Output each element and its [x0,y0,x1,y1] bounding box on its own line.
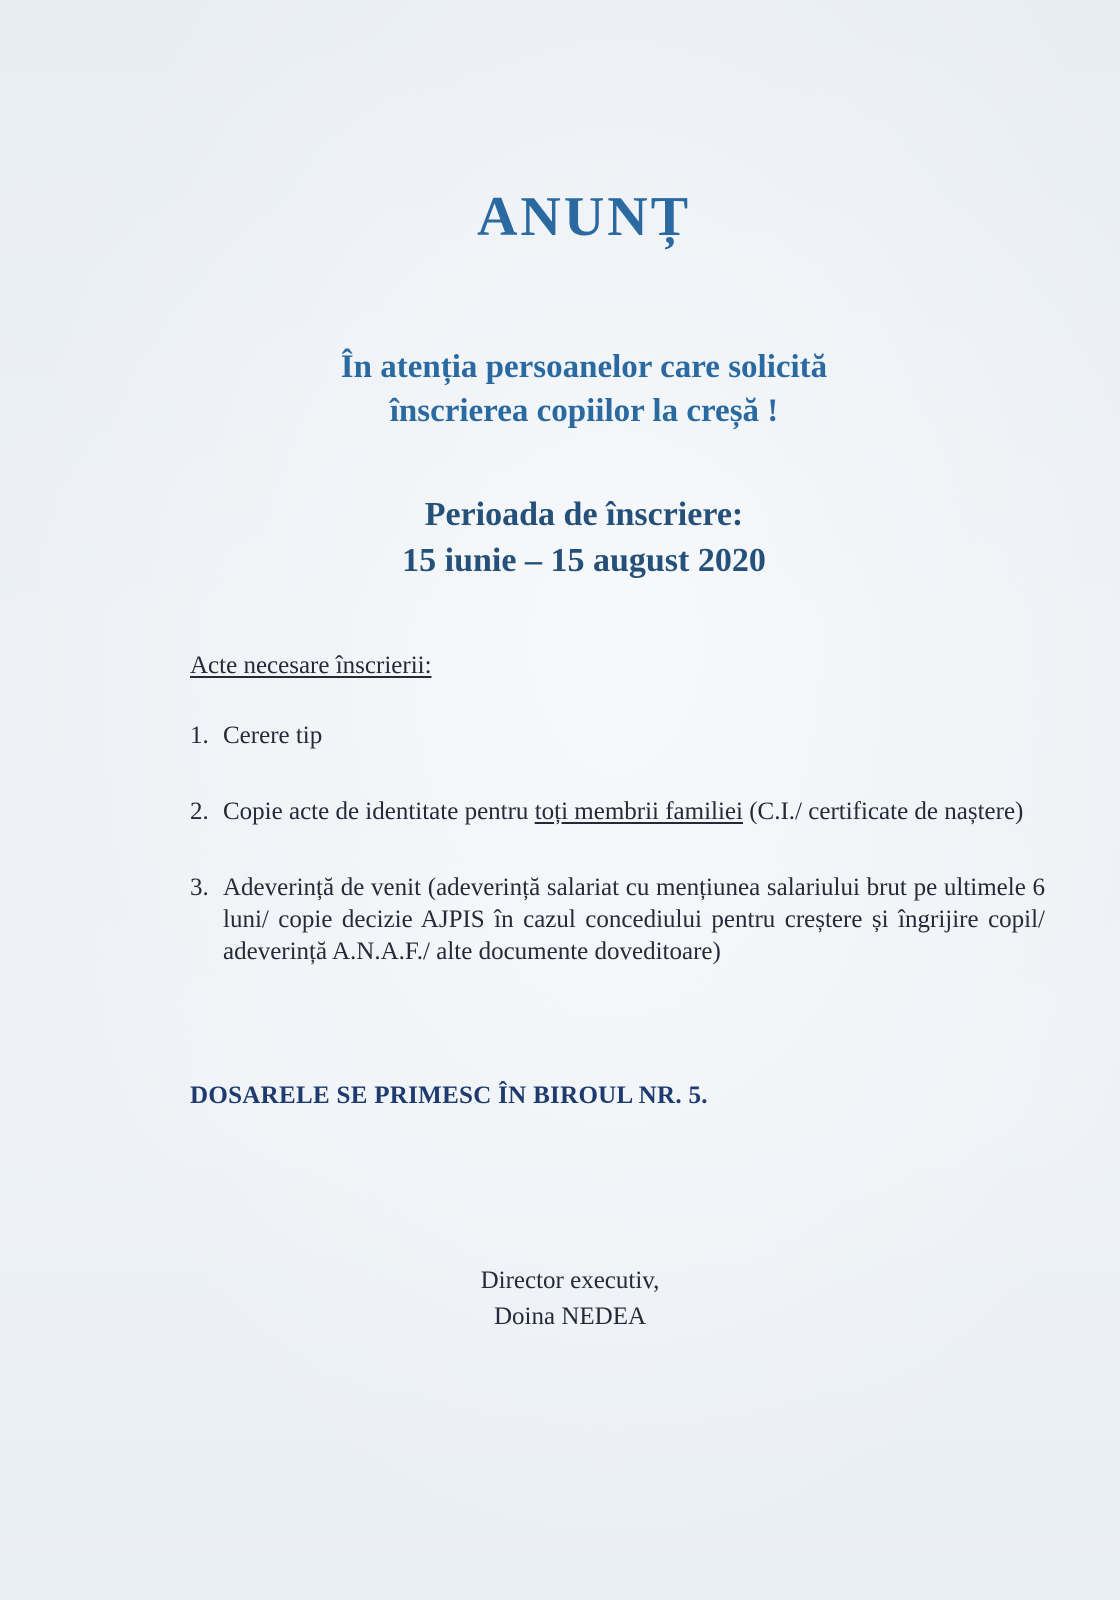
list-item-number: 2. [190,798,209,825]
list-item-text: Adeverință de venit (adeverință salariat cu mențiunea salariului brut pe ultimele 6 luni/ copie decizie AJPIS în cazul concediului pentru creștere și îngrijire copil/ adeverință A.N.A.F./ alte documente doveditoare) [223,874,1045,965]
list-item-number: 3. [190,874,209,901]
attention-line-1: În atenția persoanelor care solicită [340,349,828,385]
signature-block [0,1263,1120,1335]
list-item [190,872,1045,968]
document-title: ANUNȚ [476,186,692,248]
list-item-text-before: Copie acte de identitate pentru [223,798,535,825]
closing-notice: DOSARELE SE PRIMESC ÎN BIROUL NR. 5. [190,1082,708,1109]
list-item [190,720,1045,752]
list-item-number: 1. [190,722,209,749]
list-item [190,796,1045,828]
signature-name: Doina NEDEA [493,1303,647,1330]
required-documents-section [190,650,1045,1012]
period-heading [0,492,1120,584]
signature-role: Director executiv, [480,1267,660,1294]
period-label: Perioada de înscriere: [424,496,744,533]
list-item-text: Cerere tip [223,722,323,749]
list-item-text-after: (C.I./ certificate de naștere) [742,798,1024,825]
list-item-text [223,796,1045,828]
list-item-text-underlined: toți membrii familiei [534,798,743,825]
required-documents-label: Acte necesare înscrierii: [190,652,432,679]
attention-heading [0,345,1120,433]
attention-line-2: înscrierea copiilor la creșă ! [389,393,779,429]
period-dates: 15 iunie – 15 august 2020 [402,542,766,579]
